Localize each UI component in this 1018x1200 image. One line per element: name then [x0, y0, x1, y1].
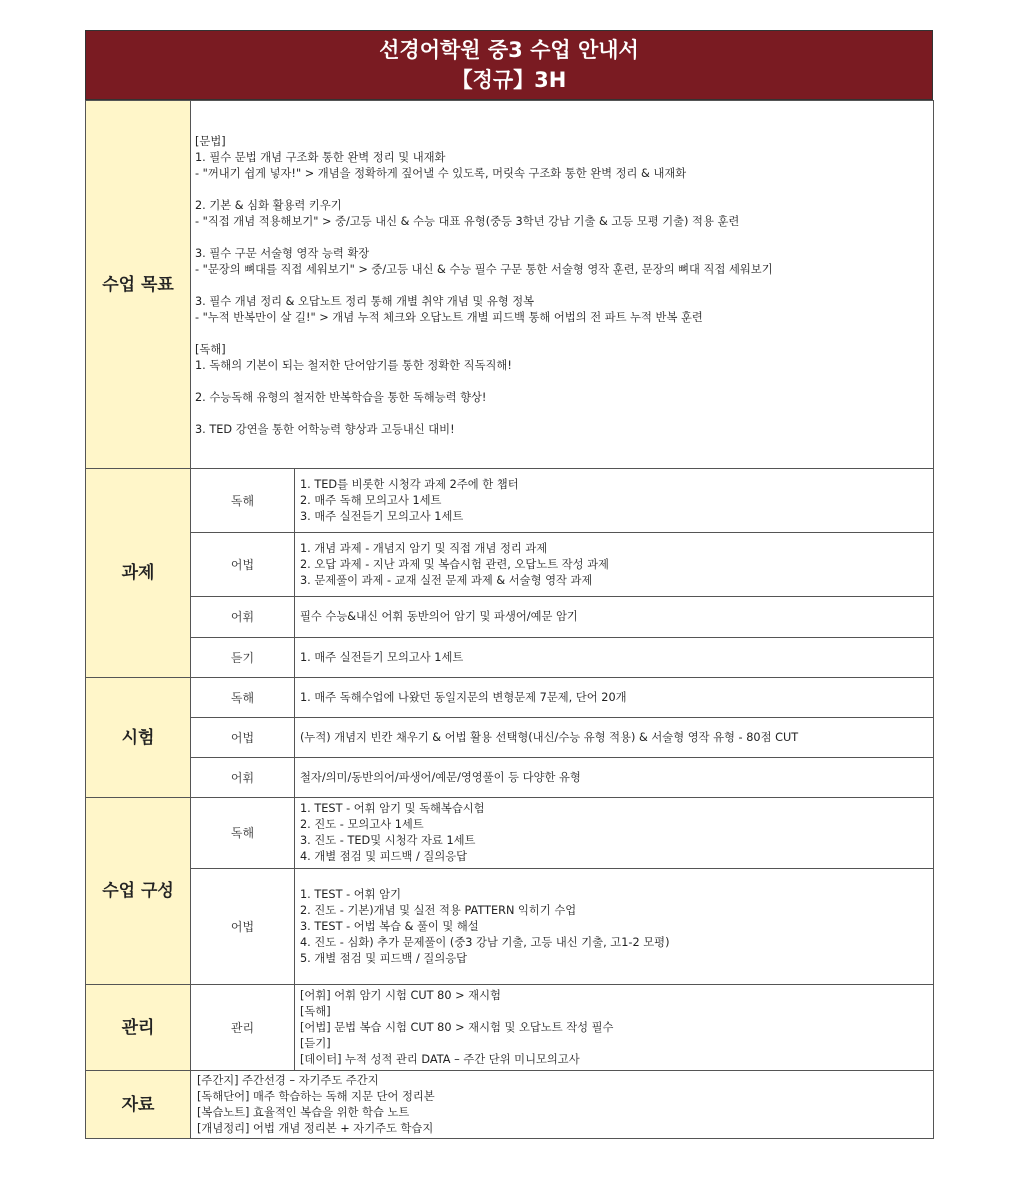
management-content: [295, 985, 934, 1071]
guide-document: [85, 30, 933, 1139]
goals-label: 수업 목표: [86, 101, 191, 469]
content-line: [독해]: [300, 1004, 331, 1018]
structure-content: [295, 869, 934, 985]
homework-row: [86, 533, 934, 597]
homework-row: [86, 638, 934, 678]
content-line: 1. 개념 과제 - 개념지 암기 및 직접 개념 정리 과제: [300, 541, 548, 555]
goal-line: 3. 필수 구문 서술형 영작 능력 확장: [195, 247, 370, 260]
content-line: [어법] 문법 복습 시험 CUT 80 > 재시험 및 오답노트 작성 필수: [300, 1020, 614, 1034]
content-line: (누적) 개념지 빈칸 채우기 & 어법 활용 선택형(내신/수능 유형 적용) & 서술형 영작 유형 - 80점 CUT: [300, 730, 799, 744]
exam-sub: 어휘: [191, 758, 295, 798]
exam-row: [86, 758, 934, 798]
homework-content: [295, 638, 934, 678]
content-line: 1. TEST - 어휘 암기 및 독해복습시험: [300, 802, 485, 815]
goal-line: 2. 수능독해 유형의 철저한 반복학습을 통한 독해능력 향상!: [195, 391, 487, 404]
content-line: 2. 매주 독해 모의고사 1세트: [300, 493, 442, 507]
management-label: 관리: [86, 985, 191, 1071]
content-line: [독해단어] 매주 학습하는 독해 지문 단어 정리본: [197, 1089, 435, 1103]
content-line: 필수 수능&내신 어휘 동반의어 암기 및 파생어/예문 암기: [300, 610, 578, 623]
goal-line: 3. TED 강연을 통한 어학능력 향상과 고등내신 대비!: [195, 423, 455, 436]
goals-row: [86, 101, 934, 469]
goals-content: [191, 101, 934, 469]
homework-sub: 어휘: [191, 597, 295, 638]
content-line: [데이터] 누적 성적 관리 DATA – 주간 단위 미니모의고사: [300, 1052, 580, 1066]
goal-line: [독해]: [195, 343, 226, 356]
content-line: [듣기]: [300, 1036, 331, 1050]
goal-line: 1. 필수 문법 개념 구조화 통한 완벽 정리 및 내재화: [195, 151, 446, 164]
exam-content: [295, 718, 934, 758]
structure-content: [295, 798, 934, 869]
structure-row: [86, 869, 934, 985]
homework-content: [295, 533, 934, 597]
materials-label: 자료: [86, 1071, 191, 1139]
management-sub: 관리: [191, 985, 295, 1071]
homework-content: [295, 469, 934, 533]
content-line: 철자/의미/동반의어/파생어/예문/영영풀이 등 다양한 유형: [300, 770, 581, 784]
structure-row: [86, 798, 934, 869]
structure-sub: 어법: [191, 869, 295, 985]
goal-line: - "문장의 뼈대를 직접 세워보기" > 중/고등 내신 & 수능 필수 구문 통한 서술형 영작 훈련, 문장의 뼈대 직접 세워보기: [195, 263, 773, 276]
content-line: 3. 문제풀이 과제 - 교재 실전 문제 과제 & 서술형 영작 과제: [300, 573, 593, 587]
homework-label: 과제: [86, 469, 191, 678]
content-line: 5. 개별 점검 및 피드백 / 질의응답: [300, 951, 468, 965]
exam-content: [295, 758, 934, 798]
materials-row: [86, 1071, 934, 1139]
content-line: [어휘] 어휘 암기 시험 CUT 80 > 재시험: [300, 988, 501, 1002]
exam-content: [295, 678, 934, 718]
content-line: [복습노트] 효율적인 복습을 위한 학습 노트: [197, 1105, 410, 1119]
content-line: 2. 진도 - 기본)개념 및 실전 적용 PATTERN 익히기 수업: [300, 903, 577, 917]
homework-row: [86, 469, 934, 533]
homework-sub: 어법: [191, 533, 295, 597]
management-row: [86, 985, 934, 1071]
goal-line: [문법]: [195, 135, 226, 148]
homework-sub: 듣기: [191, 638, 295, 678]
structure-sub: 독해: [191, 798, 295, 869]
content-line: 1. TEST - 어휘 암기: [300, 887, 401, 901]
goal-line: - "꺼내기 쉽게 넣자!" > 개념을 정확하게 짚어낼 수 있도록, 머릿속 구조화 통한 완벽 정리 & 내재화: [195, 167, 687, 180]
goal-line: 2. 기본 & 심화 활용력 키우기: [195, 199, 342, 212]
title-line1: 선경어학원 중3 수업 안내서: [379, 38, 639, 62]
content-line: 1. 매주 독해수업에 나왔던 동일지문의 변형문제 7문제, 단어 20개: [300, 690, 627, 704]
exam-row: [86, 678, 934, 718]
content-line: 2. 진도 - 모의고사 1세트: [300, 818, 424, 831]
title-line2: 【정규】3H: [451, 68, 567, 92]
exam-row: [86, 718, 934, 758]
homework-sub: 독해: [191, 469, 295, 533]
content-line: 4. 개별 점검 및 피드백 / 질의응답: [300, 850, 468, 863]
content-line: 3. 매주 실전듣기 모의고사 1세트: [300, 509, 464, 523]
content-line: 3. TEST - 어법 복습 & 풀이 및 해설: [300, 919, 479, 933]
goal-line: - "누적 반복만이 살 길!" > 개념 누적 체크와 오답노트 개별 피드백 통해 어법의 전 파트 누적 반복 훈련: [195, 311, 703, 324]
content-line: [개념정리] 어법 개념 정리본 + 자기주도 학습지: [197, 1121, 434, 1135]
title-banner: [85, 30, 933, 100]
content-line: 3. 진도 - TED및 시청각 자료 1세트: [300, 834, 476, 847]
exam-sub: 독해: [191, 678, 295, 718]
content-line: [주간지] 주간선경 – 자기주도 주간지: [197, 1073, 379, 1087]
goal-line: 1. 독해의 기본이 되는 철저한 단어암기를 통한 정확한 직독직해!: [195, 359, 512, 372]
content-line: 2. 오답 과제 - 지난 과제 및 복습시험 관련, 오답노트 작성 과제: [300, 557, 609, 571]
goal-line: - "직접 개념 적용해보기" > 중/고등 내신 & 수능 대표 유형(중등 3학년 강남 기출 & 고등 모평 기출) 적용 훈련: [195, 215, 740, 228]
exam-sub: 어법: [191, 718, 295, 758]
content-line: 1. 매주 실전듣기 모의고사 1세트: [300, 650, 464, 664]
goal-line: 3. 필수 개념 정리 & 오답노트 정리 통해 개별 취약 개념 및 유형 정복: [195, 295, 535, 308]
content-line: 1. TED를 비롯한 시청각 과제 2주에 한 챕터: [300, 477, 519, 491]
exam-label: 시험: [86, 678, 191, 798]
materials-content: [191, 1071, 934, 1139]
homework-row: [86, 597, 934, 638]
homework-content: [295, 597, 934, 638]
content-line: 4. 진도 - 심화) 추가 문제풀이 (중3 강남 기출, 고등 내신 기출, 고1-2 모평): [300, 935, 670, 949]
guide-table: [85, 100, 934, 1139]
structure-label: 수업 구성: [86, 798, 191, 985]
